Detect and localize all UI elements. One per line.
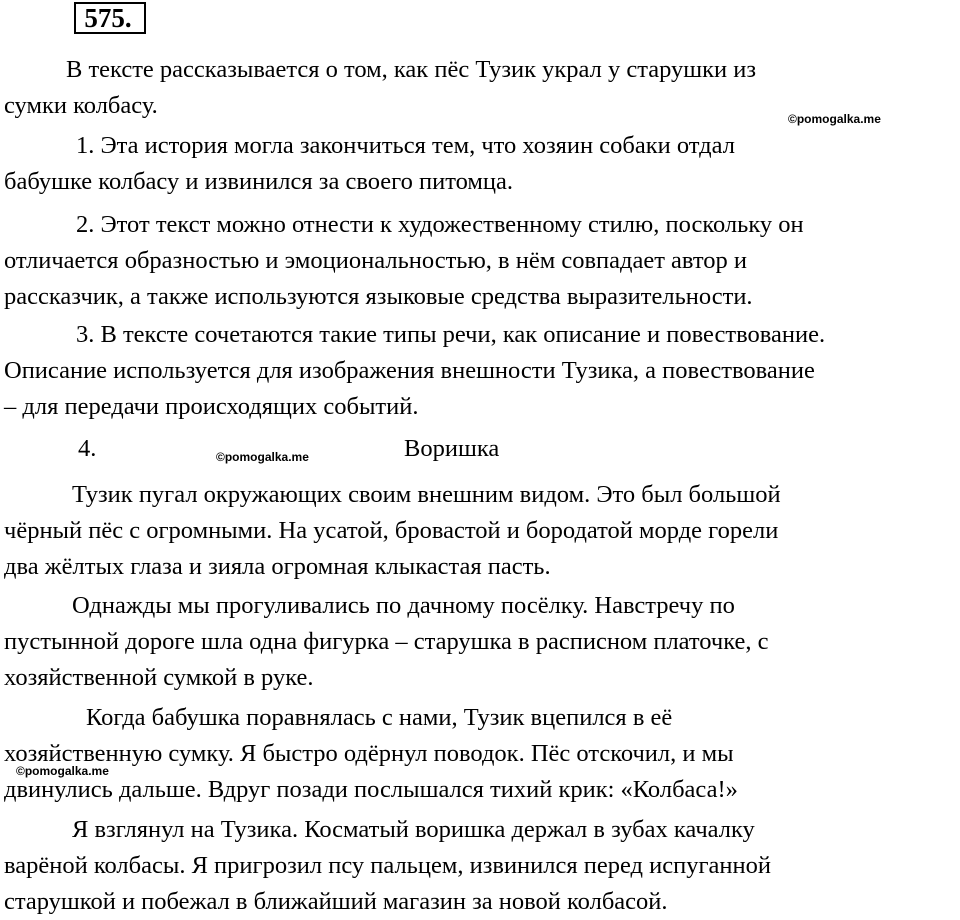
- watermark: ©pomogalka.me: [16, 764, 109, 778]
- text-line: Я взглянул на Тузика. Косматый воришка держал в зубах качалку: [72, 816, 755, 843]
- paragraph-point-2: [4, 207, 954, 315]
- story-paragraph-2: [4, 588, 954, 696]
- text-line: Тузик пугал окружающих своим внешним видом. Это был большой: [72, 481, 781, 508]
- text-line: бабушке колбасу и извинился за своего питомца.: [4, 168, 513, 195]
- text-line: 2. Этот текст можно отнести к художественному стилю, поскольку он: [76, 211, 804, 238]
- text-line: рассказчик, а также используются языковые средства выразительности.: [4, 283, 753, 310]
- watermark: ©pomogalka.me: [216, 450, 309, 464]
- text-line: В тексте рассказывается о том, как пёс Тузик украл у старушки из: [66, 56, 757, 83]
- text-line: пустынной дороге шла одна фигурка – старушка в расписном платочке, с: [4, 628, 769, 655]
- text-line: Описание используется для изображения внешности Тузика, а повествование: [4, 357, 815, 384]
- text-line: варёной колбасы. Я пригрозил псу пальцем, извинился перед испуганной: [4, 852, 772, 879]
- text-line: отличается образностью и эмоциональностью, в нём совпадает автор и: [4, 247, 748, 274]
- text-line: сумки колбасу.: [4, 92, 158, 119]
- text-line: старушкой и побежал в ближайший магазин за новой колбасой.: [4, 888, 668, 915]
- text-line: 1. Эта история могла закончиться тем, что хозяин собаки отдал: [76, 132, 735, 159]
- text-line: – для передачи происходящих событий.: [4, 393, 419, 420]
- text-line: двинулись дальше. Вдруг позади послышался тихий крик: «Колбаса!»: [4, 776, 738, 803]
- text-line: два жёлтых глаза и зияла огромная клыкастая пасть.: [4, 553, 551, 580]
- text-line: хозяйственной сумкой в руке.: [4, 664, 314, 691]
- watermark: ©pomogalka.me: [788, 112, 881, 126]
- paragraph-point-3: [4, 317, 954, 425]
- text-line: чёрный пёс с огромными. На усатой, бровастой и бородатой морде горели: [4, 517, 779, 544]
- story-paragraph-1: [4, 477, 954, 585]
- exercise-number: 575.: [74, 2, 146, 34]
- story-paragraph-4: [4, 812, 954, 920]
- paragraph-point-1: [4, 128, 954, 200]
- text-line: Когда бабушка поравнялась с нами, Тузик вцепился в её: [86, 704, 673, 731]
- text-line: 3. В тексте сочетаются такие типы речи, как описание и повествование.: [76, 321, 826, 348]
- text-line: Однажды мы прогуливались по дачному посёлку. Навстречу по: [72, 592, 735, 619]
- story-paragraph-3: [4, 700, 954, 808]
- text-line: хозяйственную сумку. Я быстро одёрнул поводок. Пёс отскочил, и мы: [4, 740, 734, 767]
- item-4-number: 4.: [78, 435, 97, 462]
- story-title: Воришка: [404, 435, 500, 462]
